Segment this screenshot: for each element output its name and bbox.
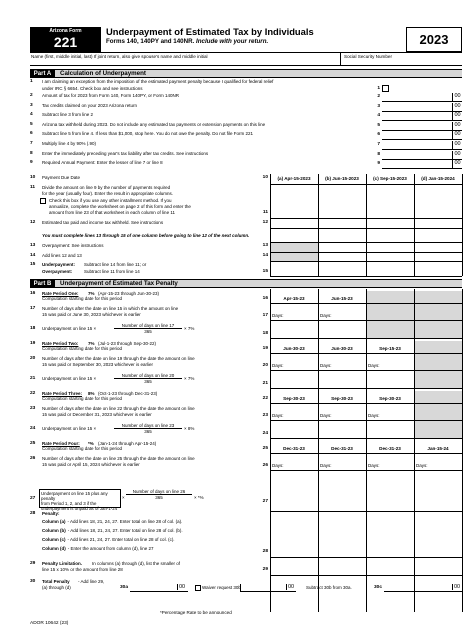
line-number: 14 <box>30 253 36 258</box>
form-label: Arizona Form <box>49 28 82 34</box>
penalty-limitation-label: Penalty Limitation. <box>42 561 83 566</box>
rate-period-label: Rate Period One: <box>42 291 79 296</box>
line-ref: 19 <box>262 346 268 351</box>
column-header-d: (d) Jan-15-2024 <box>421 176 455 181</box>
days-label: Days: <box>272 363 284 368</box>
line-ref: 2 <box>377 94 380 99</box>
name-divider <box>340 53 341 66</box>
rate-multiplier: × 8% <box>184 426 195 431</box>
rate-period-range: (Oct-1-23 through Dec-31-23) <box>98 391 158 396</box>
fraction-denominator: 365 <box>144 379 152 385</box>
row-rule <box>270 218 462 219</box>
fraction-denominator: 365 <box>144 329 152 335</box>
line-ref: 26 <box>262 463 268 468</box>
days-label: Days: <box>320 313 332 318</box>
line-number: 1 <box>30 79 33 84</box>
line-text: I am claiming an exception from the imposition of the estimated payment penalty because I qualified for federal relief <box>42 79 274 84</box>
row-rule <box>270 184 462 185</box>
line-28 <box>30 511 462 557</box>
underpayment-label: Underpayment: <box>42 262 76 267</box>
line-ref: 5 <box>377 122 380 128</box>
line-ref: 23 <box>262 413 268 418</box>
line-1 <box>30 79 462 93</box>
line-text-2: 15 was paid or June 30, 2023 whichever is earlier <box>42 312 141 317</box>
row-rule <box>270 388 462 389</box>
line-text: Payment Due Date <box>42 175 81 180</box>
days-label: Days: <box>416 463 428 468</box>
penalty-limitation-text: In columns (a) through (d), list the smaller of <box>92 561 181 566</box>
computation-date: Jun-30-23 <box>283 346 305 351</box>
line-27 <box>30 489 462 511</box>
total-penalty-text: - Add line 29, <box>78 579 105 584</box>
rate-multiplier: × 7% <box>184 376 195 381</box>
cents: 00 <box>452 141 462 150</box>
line-20 <box>30 356 462 370</box>
row-rule <box>270 338 462 339</box>
line-ref: 29 <box>262 567 268 572</box>
line-5-amount[interactable] <box>382 122 462 131</box>
line-30b-cents: 00 <box>288 584 295 590</box>
row-rule <box>270 370 462 371</box>
line-text-2: 15 was paid or April 15, 2024 whichever is earlier <box>42 462 140 467</box>
must-complete-text: You must complete lines 13 through 15 of one column before going to line 12 of the next column. <box>42 233 250 238</box>
line-9 <box>30 160 462 169</box>
rate-period-label: Rate Period Two: <box>42 341 79 346</box>
rate-period-range: (Jan-1-24 through Apr-15-24) <box>98 441 157 446</box>
line-number: 3 <box>30 102 33 108</box>
line-18 <box>30 323 462 337</box>
line-ref: 7 <box>377 142 380 147</box>
tax-year: 2023 <box>406 27 462 52</box>
line-4-amount[interactable] <box>382 112 462 121</box>
days-fraction <box>126 489 192 500</box>
fraction-numerator: Number of days on line 23 <box>114 423 182 429</box>
form-header <box>30 27 462 52</box>
line-number: 27 <box>30 496 36 501</box>
row-rule <box>270 453 462 454</box>
cents: 00 <box>452 93 462 102</box>
line-ref: 20 <box>262 363 268 368</box>
part-b-label: Part B <box>30 280 55 288</box>
line-3 <box>30 103 462 112</box>
line-ref: 1 <box>377 86 380 91</box>
days-fraction <box>114 373 182 384</box>
column-header-c: (c) Sep-15-2023 <box>373 176 407 181</box>
penalty-column-text: - Enter the amount from column (d), line 27 <box>67 546 154 551</box>
rate-period-sub: Computation starting date for this period <box>42 396 123 401</box>
line-text: Amount of tax for 2023 from Form 140, Form 140PY, or Form 140NR <box>42 93 179 98</box>
line-22 <box>30 391 462 403</box>
form-subtitle-italic: Include with your return. <box>196 38 269 45</box>
line-text-2: 15 was paid or December 31, 2023 whichever is earlier <box>42 412 152 417</box>
line-number: 25 <box>30 441 36 446</box>
computation-date: Dec-31-23 <box>283 446 305 451</box>
line-number: 13 <box>30 243 36 248</box>
penalty-column-text: - Add lines 18, 21, 24, 27. Enter total on line 28 of col. (b). <box>67 528 183 533</box>
line-8 <box>30 151 462 160</box>
name-field-label: Name (first, middle initial, last) If joint return, also give spouse's name and middle initial <box>31 54 208 59</box>
line-number: 24 <box>30 426 36 431</box>
line-number: 10 <box>30 175 36 180</box>
line-text-4: annualize, complete the worksheet on page 2 of this form and enter the <box>49 204 191 209</box>
days-label: Days: <box>272 313 284 318</box>
other-installment-checkbox[interactable] <box>40 198 46 204</box>
line-ref: 3 <box>377 103 380 109</box>
line-text-1: Divide the amount on line 9 by the number of payments required <box>42 185 171 190</box>
line-text: Tax credits claimed on your 2023 Arizona return <box>42 102 138 108</box>
form-subtitle-text: Forms 140, 140PY and 140NR. <box>106 38 195 45</box>
line-number: 19 <box>30 341 36 346</box>
row-rule <box>270 261 462 262</box>
line-30 <box>30 579 462 593</box>
line-21 <box>30 373 462 387</box>
computation-date: Jun-30-23 <box>331 346 353 351</box>
line-7 <box>30 141 462 150</box>
row-rule <box>270 242 462 243</box>
line-24 <box>30 423 462 437</box>
days-label: Days: <box>272 413 284 418</box>
computation-date: Dec-31-23 <box>379 446 401 451</box>
penalty-column-text: - Add lines 18, 21, 24, 27. Enter total on line 28 of col. (a). <box>67 519 183 524</box>
waiver-checkbox[interactable] <box>195 585 201 591</box>
line-text: Underpayment on line 15 × <box>42 376 97 381</box>
line-26 <box>30 456 462 470</box>
line-5 <box>30 122 462 131</box>
form-number: 221 <box>53 33 78 50</box>
line-ref: 25 <box>262 446 268 451</box>
ssn-field-label: Social Security Number <box>344 54 392 59</box>
column-header-b: (b) Jun-15-2023 <box>325 176 359 181</box>
rate-period-percent: *% <box>88 441 94 446</box>
line-ref: 24 <box>262 431 268 436</box>
line-ref: 12 <box>262 220 268 225</box>
line-number: 8 <box>30 150 33 156</box>
line-number: 18 <box>30 326 36 331</box>
line-text: Add lines 12 and 13 <box>42 253 82 258</box>
row-rule <box>270 420 462 421</box>
line-19 <box>30 341 462 353</box>
line-ref-30c: 30c <box>373 585 382 590</box>
line-number: 16 <box>30 291 36 296</box>
line-ref: 27 <box>262 499 268 504</box>
rate-period-range: (Jul-1-23 through Sep-30-22) <box>98 341 157 346</box>
line-ref: 28 <box>262 549 268 554</box>
line-ref: 17 <box>262 313 268 318</box>
fraction-numerator: Number of days on line 17 <box>114 323 182 329</box>
line-ref: 8 <box>377 151 380 157</box>
line-text-1: Number of days after the date on line 15 in which the amount on line <box>42 306 179 311</box>
rate-multiplier: × 7% <box>184 326 195 331</box>
penalty-column-d <box>42 546 154 551</box>
column-divider <box>462 289 463 612</box>
line-text: Subtract line 5 from line 4. If less than $1,000, stop here. You do not owe the penalty. Do not file Form 221 <box>42 131 254 137</box>
row-rule <box>270 575 462 576</box>
line-number: 2 <box>30 93 33 98</box>
rate-period-sub: Computation starting date for this period <box>42 446 123 451</box>
part-a-label: Part A <box>30 70 55 78</box>
row-rule <box>270 252 462 253</box>
days-fraction <box>114 423 182 434</box>
total-penalty-label: Total Penalty <box>42 579 70 584</box>
underpayment-text: Subtract line 14 from line 11; or <box>84 262 147 267</box>
line-number: 29 <box>30 561 36 566</box>
line-2-amount[interactable] <box>382 93 462 102</box>
line-29 <box>30 561 462 575</box>
times-sign: × <box>122 495 125 500</box>
line-number: 5 <box>30 121 33 127</box>
line-ref: 10 <box>262 175 268 180</box>
fraction-numerator: Number of days on line 20 <box>114 373 182 379</box>
part-a-title: Calculation of Underpayment <box>60 70 146 77</box>
line-6 <box>30 131 462 140</box>
line-text: Required Annual Payment: Enter the lesser of line 7 or line 8 <box>42 160 163 166</box>
line-number: 9 <box>30 160 33 166</box>
fraction-numerator: Number of days on line 26 <box>126 489 192 495</box>
line-text: Multiply line 4 by 90% (.90) <box>42 141 97 146</box>
row-rule <box>270 228 462 229</box>
line-23 <box>30 406 462 420</box>
penalty-column-label: Column (d) <box>42 546 66 551</box>
line-2 <box>30 93 462 102</box>
line-number: 15 <box>30 262 36 267</box>
footer-code: ADOR 10642 (23) <box>30 621 69 626</box>
federal-relief-checkbox[interactable] <box>382 85 389 92</box>
days-label: Days: <box>272 463 284 468</box>
rate-period-percent: 7% <box>88 291 95 296</box>
computation-date: Sep-15-23 <box>379 346 401 351</box>
computation-date: Dec-31-23 <box>331 446 353 451</box>
days-label: Days: <box>368 413 380 418</box>
line-text-5: amount from line 23 of that worksheet in each column of line 11 <box>49 210 175 215</box>
line-ref: 22 <box>262 396 268 401</box>
computation-date: Sep-30-23 <box>379 396 401 401</box>
line-number: 11 <box>30 185 36 190</box>
line-text-2: under IRC § 6654. Check box and see instructions <box>42 86 143 91</box>
line-7-amount[interactable] <box>382 141 462 150</box>
subtract-30c-text: Subtract 30b from 30a. <box>306 585 352 590</box>
penalty-label: Penalty: <box>42 511 60 516</box>
line-text-1: Number of days after the date on line 19 through the date the amount on line <box>42 356 195 361</box>
rate-period-sub: Computation starting date for this period <box>42 346 123 351</box>
line-text-3: Check this box if you use any other installment method. If you <box>49 198 172 203</box>
line-27-box <box>39 489 121 511</box>
line-ref: 16 <box>262 296 268 301</box>
form-subtitle <box>106 38 268 45</box>
cents: 00 <box>452 103 462 112</box>
line-ref: 11 <box>262 210 268 215</box>
line-6-amount[interactable] <box>382 131 462 140</box>
line-text: Subtract line 3 from line 2 <box>42 112 94 118</box>
line-number: 17 <box>30 306 36 311</box>
line-30c-cents: 00 <box>454 584 461 590</box>
line-text-1: Number of days after the date on line 22 through the date the amount on line <box>42 406 195 411</box>
row-rule <box>270 470 462 471</box>
penalty-column-a <box>42 519 182 524</box>
row-rule <box>270 303 462 304</box>
line-number: 21 <box>30 376 36 381</box>
line-ref: 13 <box>262 243 268 248</box>
days-label: Days: <box>320 463 332 468</box>
rate-period-percent: 7% <box>88 341 95 346</box>
line-text: Arizona tax withheld during 2023. Do not include any estimated tax payments or extension payments on this line <box>42 121 266 127</box>
line-ref: 4 <box>377 113 380 119</box>
line-number: 26 <box>30 456 36 461</box>
line-9-amount[interactable] <box>382 160 462 169</box>
line-text-2: for the year (usually four). Enter the result in appropriate columns. <box>42 191 174 196</box>
line-17 <box>30 306 462 320</box>
line-4 <box>30 112 462 121</box>
total-penalty-text-2: (a) through (d) <box>42 585 71 590</box>
rate-period-label: Rate Period Four: <box>42 441 80 446</box>
line-ref: 15 <box>262 269 268 274</box>
overpayment-text: Subtract line 11 from line 14 <box>84 269 140 274</box>
line-30a-cents: 00 <box>179 584 186 590</box>
row-rule <box>270 320 462 321</box>
penalty-column-text: - Add lines 21, 24, 27. Enter total on line 28 of col. (c). <box>67 537 175 542</box>
line-ref: 18 <box>262 331 268 336</box>
name-row[interactable] <box>30 52 462 66</box>
line-number: 7 <box>30 141 33 146</box>
column-header-a: (a) Apr-15-2023 <box>277 176 311 181</box>
row-rule <box>270 353 462 354</box>
line-25 <box>30 441 462 453</box>
rate-period-sub: Computation starting date for this period <box>42 296 123 301</box>
penalty-column-b <box>42 528 183 533</box>
line-text-2: 15 was paid or September 30, 2023 whichever is earlier <box>42 362 154 367</box>
line-number: 4 <box>30 112 33 118</box>
line-ref: 9 <box>377 161 380 167</box>
cents: 00 <box>452 160 462 169</box>
overpayment-label: Overpayment: <box>42 269 73 274</box>
computation-date: Apr-15-23 <box>283 296 305 301</box>
cents: 00 <box>452 151 462 160</box>
computation-date: Jan-15-24 <box>427 446 449 451</box>
computation-date: Jun-15-23 <box>331 296 353 301</box>
row-rule <box>270 438 462 439</box>
cents: 00 <box>452 131 462 140</box>
form-number-box <box>30 27 101 52</box>
line-number: 28 <box>30 511 36 516</box>
line-text: Underpayment on line 15 × <box>42 426 97 431</box>
days-label: Days: <box>320 413 332 418</box>
line-30c-field[interactable] <box>384 584 462 592</box>
line-27-box-text-3: underpayment is unpaid as of Jan-1-24 <box>41 505 118 511</box>
part-b-bar <box>30 279 462 288</box>
line-number: 12 <box>30 220 36 225</box>
footnote: *Percentage Rate to be announced <box>160 610 232 615</box>
row-rule <box>270 557 462 558</box>
fraction-denominator: 365 <box>144 429 152 435</box>
line-ref: 6 <box>377 132 380 138</box>
line-text: Overpayment: See instructions <box>42 243 104 248</box>
days-label: Days: <box>368 363 380 368</box>
rate-period-range: (Apr-15-23 through Jun-30-23) <box>98 291 160 296</box>
rate-multiplier: × *% <box>194 495 204 500</box>
form-title: Underpayment of Estimated Tax by Individuals <box>106 26 314 37</box>
line-16 <box>30 291 462 303</box>
cents: 00 <box>452 112 462 121</box>
penalty-column-label: Column (c) <box>42 537 66 542</box>
rate-period-percent: 8% <box>88 391 95 396</box>
days-fraction <box>114 323 182 334</box>
line-27-box-text-1: Underpayment on line 15 plus any penalty <box>41 490 108 501</box>
cents: 00 <box>452 122 462 131</box>
line-text: Enter the immediately preceding year's tax liability after tax credits. See instructions <box>42 150 209 156</box>
line-8-amount[interactable] <box>382 151 462 160</box>
line-text-1: Number of days after the date on line 25 through the date the amount on line <box>42 456 195 461</box>
rate-period-label: Rate Period Three: <box>42 391 83 396</box>
line-ref: 14 <box>262 253 268 258</box>
line-number: 23 <box>30 406 36 411</box>
line-3-amount[interactable] <box>382 103 462 112</box>
penalty-column-label: Column (a) <box>42 519 66 524</box>
penalty-column-label: Column (b) <box>42 528 66 533</box>
row-rule <box>270 276 462 277</box>
line-text: Estimated tax paid and income tax withheld. See instructions <box>42 220 164 225</box>
row-rule <box>270 403 462 404</box>
computation-date: Sep-30-23 <box>283 396 305 401</box>
line-number: 6 <box>30 131 33 137</box>
part-a-bar <box>30 69 462 78</box>
line-number: 20 <box>30 356 36 361</box>
days-label: Days: <box>368 463 380 468</box>
column-divider <box>462 174 463 276</box>
penalty-limitation-text-2: line 15 x 10% or the amount from line 28 <box>42 567 123 572</box>
line-number: 22 <box>30 391 36 396</box>
part-b-title: Underpayment of Estimated Tax Penalty <box>60 280 178 287</box>
line-number: 30 <box>30 579 36 584</box>
computation-date: Sep-30-23 <box>331 396 353 401</box>
days-label: Days: <box>320 363 332 368</box>
fraction-denominator: 365 <box>155 495 163 501</box>
line-ref-30a: 30a <box>119 585 128 590</box>
line-ref: 21 <box>262 381 268 386</box>
waiver-label: Waiver request 30b <box>202 585 241 590</box>
line-27-box-text-2: from Period 1, 2, and 3 if the <box>41 500 97 506</box>
penalty-column-c <box>42 537 175 542</box>
line-text: Underpayment on line 15 × <box>42 326 97 331</box>
